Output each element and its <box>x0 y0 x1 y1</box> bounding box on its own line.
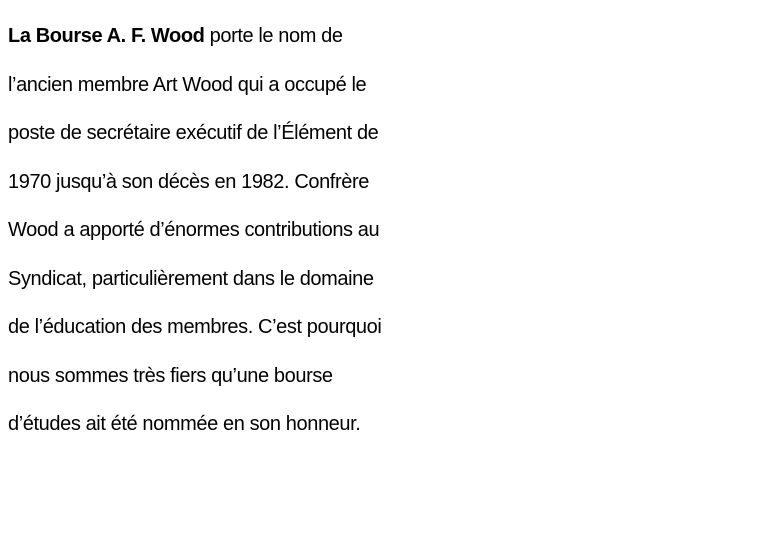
bursary-name: La Bourse A. F. Wood <box>8 25 205 47</box>
paragraph-line-8: nous sommes très fiers qu’une bourse <box>8 364 333 387</box>
paragraph-line-9: d’études ait été nommée en son honneur. <box>8 413 361 435</box>
paragraph-line-5: Wood a apporté d’énormes contributions au <box>8 219 380 241</box>
paragraph-line-6: Syndicat, particulièrement dans le domaine <box>8 267 374 290</box>
paragraph-line-2: l’ancien membre Art Wood qui a occupé le <box>8 73 367 96</box>
body-paragraph <box>8 12 764 449</box>
paragraph-line-3: poste de secrétaire exécutif de l’Élément de <box>8 122 379 144</box>
paragraph-line-7: de l’éducation des membres. C’est pourquoi <box>8 316 382 338</box>
paragraph-line-4: 1970 jusqu’à son décès en 1982. Confrère <box>8 170 369 193</box>
paragraph-line-1-text: porte le nom de <box>204 25 343 47</box>
paragraph-line-1 <box>8 12 764 61</box>
